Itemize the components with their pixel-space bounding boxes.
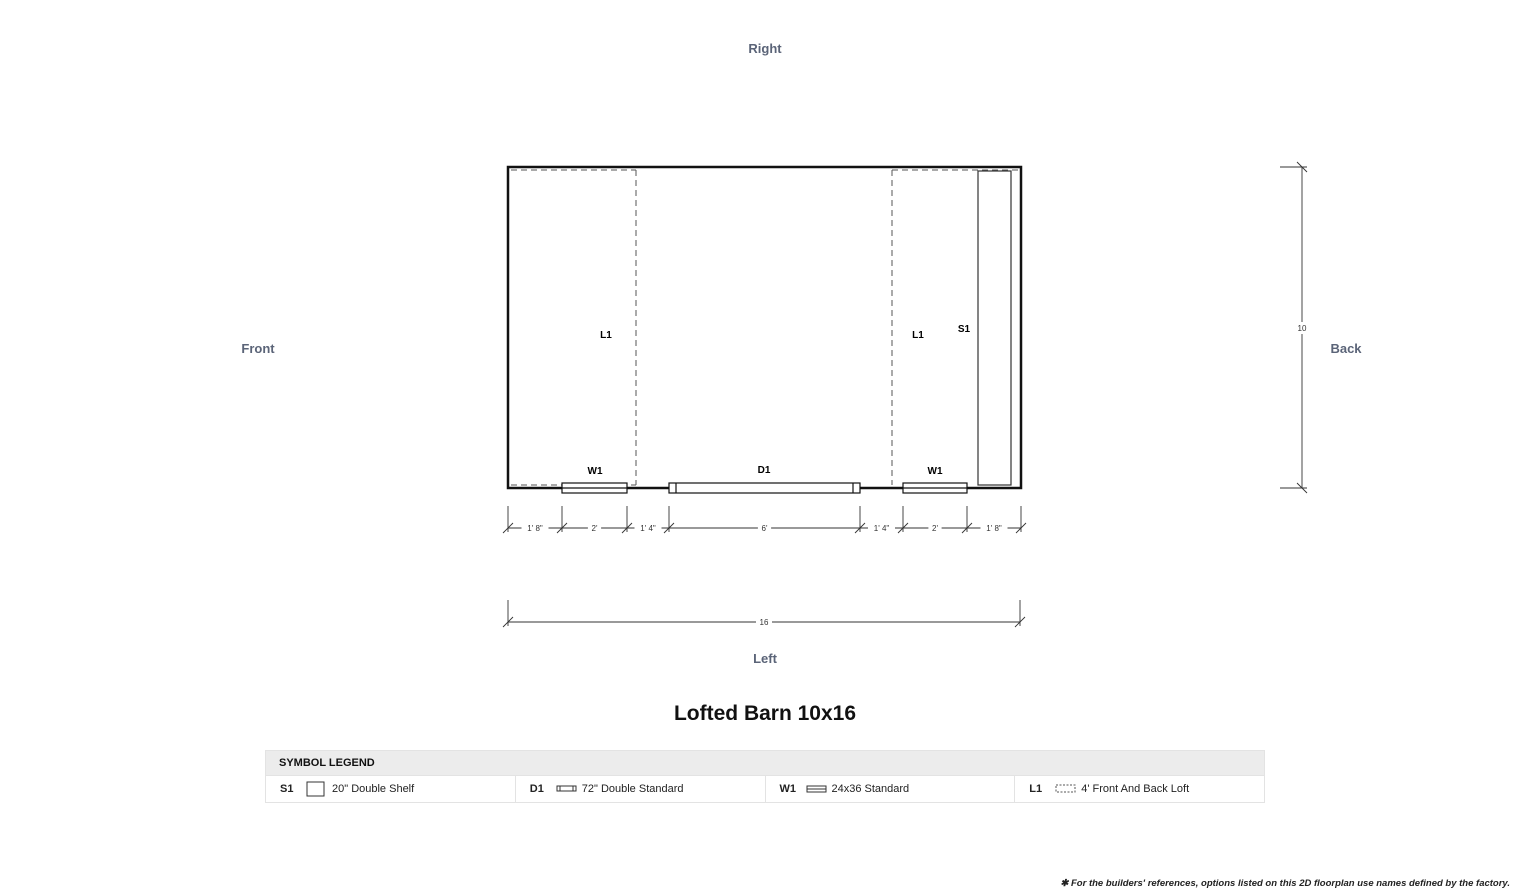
- plan-title: Lofted Barn 10x16: [673, 702, 857, 725]
- loft-back: [892, 170, 1018, 485]
- shelf-symbol: [978, 171, 1011, 485]
- back-side-label: Back: [1330, 341, 1362, 356]
- loft-front-tag: L1: [600, 330, 612, 341]
- loft-front: [511, 170, 636, 485]
- front-side-label: Front: [241, 341, 275, 356]
- window-front-tag: W1: [587, 466, 603, 477]
- legend-item-window: [766, 776, 1016, 802]
- legend-row: [266, 775, 1264, 802]
- legend-code: S1: [280, 783, 294, 795]
- door-icon: [556, 782, 580, 796]
- legend-desc: 20" Double Shelf: [332, 783, 415, 795]
- legend-desc: 72" Double Standard: [581, 783, 684, 795]
- legend-item-door: [516, 776, 766, 802]
- segment-dimension-label: 2': [932, 524, 938, 533]
- door-tag: D1: [757, 465, 771, 476]
- segment-dimension-label: 6': [761, 524, 768, 533]
- legend-desc: 24x36 Standard: [831, 783, 910, 795]
- shelf-icon: [306, 782, 330, 796]
- legend-heading: SYMBOL LEGEND: [266, 751, 1264, 775]
- segment-dimension-label: 1' 8": [527, 524, 543, 533]
- window-icon: [806, 782, 830, 796]
- window-back-tag: W1: [927, 466, 943, 477]
- segment-dimension-label: 1' 4": [640, 524, 656, 533]
- segment-dimension-label: 1' 8": [986, 524, 1002, 533]
- left-side-label: Left: [753, 651, 777, 666]
- window-back: [903, 483, 967, 493]
- segment-dimension-label: 2': [591, 524, 598, 533]
- legend-item-loft: [1015, 776, 1264, 802]
- symbol-legend: [265, 750, 1265, 803]
- window-front: [562, 483, 627, 493]
- door-symbol: [669, 483, 860, 493]
- legend-code: D1: [529, 783, 544, 795]
- segment-dimension-label: 1' 4": [873, 524, 890, 533]
- legend-code: W1: [779, 783, 796, 795]
- segment-dimension-labels: [522, 523, 1008, 533]
- loft-icon: [1055, 782, 1079, 796]
- legend-desc: 4' Front And Back Loft: [1081, 783, 1190, 795]
- shelf-tag: S1: [957, 324, 971, 335]
- overall-length-label: 16: [759, 618, 769, 627]
- legend-code: L1: [1029, 783, 1043, 795]
- builder-footnote: ✱ For the builders' references, options listed on this 2D floorplan use names defined by the factory.: [1060, 878, 1510, 889]
- right-side-label: Right: [748, 41, 782, 56]
- building-outline: [508, 167, 1021, 488]
- legend-item-shelf: [266, 776, 516, 802]
- overall-width-label: 10: [1297, 324, 1307, 333]
- loft-back-tag: L1: [912, 330, 924, 341]
